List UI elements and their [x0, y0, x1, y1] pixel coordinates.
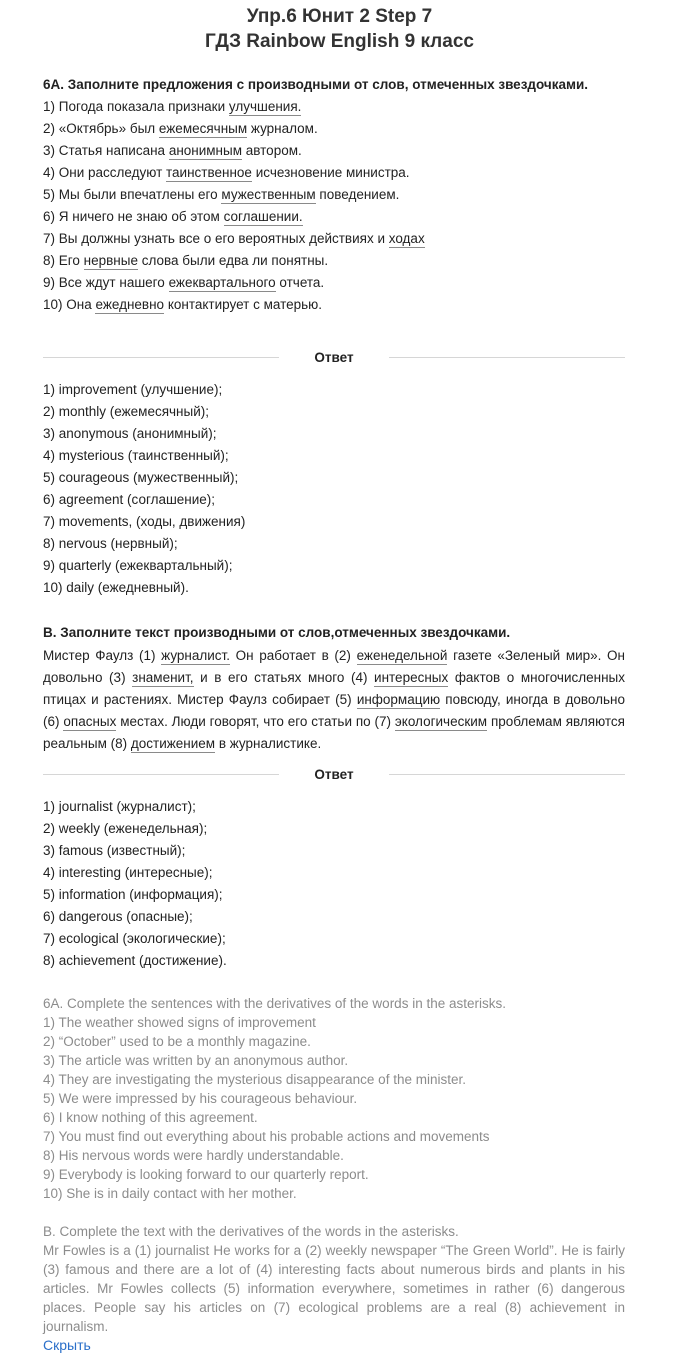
- answer-word: ежемесячным: [158, 121, 248, 136]
- answer-item: 9) quarterly (ежеквартальный);: [43, 558, 233, 573]
- sentence-text: 9) Все ждут нашего: [43, 275, 169, 290]
- answer-item: 1) journalist (журналист);: [43, 799, 196, 814]
- sentence-text: журналом.: [247, 121, 318, 136]
- answer-label-a: Ответ: [314, 350, 354, 365]
- task-b-answers: [43, 796, 625, 972]
- sentence-item: [43, 250, 625, 272]
- sentence-item: [43, 118, 625, 140]
- answer-word: ходах: [388, 231, 425, 246]
- sentence-text: 2) «Октябрь» был: [43, 121, 159, 136]
- answer-item: 3) anonymous (анонимный);: [43, 426, 217, 441]
- answer-item: 1) improvement (улучшение);: [43, 382, 223, 397]
- answer-word: ежеквартального: [168, 275, 276, 290]
- answer-item: 4) interesting (интересные);: [43, 865, 213, 880]
- answer-divider-b: [43, 765, 625, 785]
- sentence-item: [43, 140, 625, 162]
- paragraph-text: Он работает в (2): [230, 648, 357, 663]
- sentence-item: [43, 228, 625, 250]
- sentence-text: 7) Вы должны узнать все о его вероятных действиях и: [43, 231, 389, 246]
- sentence-text: отчета.: [275, 275, 325, 290]
- sentence-item: [43, 184, 625, 206]
- task-a-heading: 6А. Заполните предложения с производными от слов, отмеченных звездочками.: [43, 77, 589, 92]
- page-title: [0, 0, 679, 54]
- answer-word: достижением: [130, 736, 216, 751]
- answer-item: 7) movements, (ходы, движения): [43, 514, 246, 529]
- sentence-item: [43, 272, 625, 294]
- answer-item: 6) dangerous (опасные);: [43, 909, 193, 924]
- answer-item: 10) daily (ежедневный).: [43, 580, 189, 595]
- sentence-text: 1) Погода показала признаки: [43, 99, 229, 114]
- answer-word: еженедельной: [356, 648, 448, 663]
- english-original-section: [43, 994, 625, 1355]
- answer-label-b: Ответ: [314, 767, 354, 782]
- answer-word: анонимным: [168, 143, 243, 158]
- task-a-section: [43, 75, 625, 316]
- sentence-text: 6) Я ничего не знаю об этом: [43, 209, 224, 224]
- english-a-heading: 6A. Complete the sentences with the derivatives of the words in the asterisks.: [43, 996, 506, 1011]
- hide-link[interactable]: Скрыть: [43, 1337, 91, 1353]
- english-sentence: 10) She is in daily contact with her mother.: [43, 1186, 297, 1201]
- answer-word: журналист.: [161, 648, 230, 663]
- english-b-heading: B. Complete the text with the derivatives of the words in the asterisks.: [43, 1224, 459, 1239]
- answer-word: таинственное: [166, 165, 252, 180]
- task-a-sentence-list: [43, 96, 625, 316]
- sentence-text: слова были едва ли понятны.: [137, 253, 329, 268]
- answer-divider-a: [43, 348, 625, 368]
- english-sentence: 5) We were impressed by his courageous behaviour.: [43, 1091, 358, 1106]
- paragraph-text: проблемам являются реальным (8): [43, 714, 625, 751]
- sentence-text: 10) Она: [43, 297, 96, 312]
- answer-item: 2) monthly (ежемесячный);: [43, 404, 209, 419]
- answer-item: 3) famous (известный);: [43, 843, 186, 858]
- sentence-item: [43, 96, 625, 118]
- answer-word: мужественным: [221, 187, 316, 202]
- sentence-text: 5) Мы были впечатлены его: [43, 187, 222, 202]
- title-line-2: ГДЗ Rainbow English 9 класс: [205, 31, 474, 52]
- english-sentence: 6) I know nothing of this agreement.: [43, 1110, 258, 1125]
- answer-item: 4) mysterious (таинственный);: [43, 448, 229, 463]
- paragraph-text: и в его статьях много (4): [193, 670, 375, 685]
- english-b-paragraph: Mr Fowles is a (1) journalist He works for a (2) weekly newspaper “The Green World”. He is fairly (3) famous and there are a lot of (4) interesting facts about numerous birds and plants in his articles. Mr Fowles collects (5) information everywhere, sometimes in rather (6) dangerous places. People say his articles on (7) ecological problems are a real (8) achievement in journalism.: [43, 1243, 625, 1334]
- task-b-heading: В. Заполните текст производными от слов,отмеченных звездочками.: [43, 625, 511, 640]
- paragraph-text: фактов о многочисленных птицах и растениях. Мистер Фаулз собирает (5): [43, 670, 626, 707]
- paragraph-text: в журналистике.: [215, 736, 322, 751]
- answer-word: соглашении.: [223, 209, 303, 224]
- english-sentence: 2) “October” used to be a monthly magazine.: [43, 1034, 311, 1049]
- task-b-section: [43, 623, 625, 755]
- paragraph-text: Мистер Фаулз (1): [43, 648, 162, 663]
- answer-item: 8) nervous (нервный);: [43, 536, 178, 551]
- answer-word: улучшения.: [228, 99, 302, 114]
- task-a-answers: [43, 379, 625, 599]
- sentence-text: контактирует с матерью.: [164, 297, 323, 312]
- answer-item: 7) ecological (экологические);: [43, 931, 226, 946]
- english-sentence: 1) The weather showed signs of improvement: [43, 1015, 316, 1030]
- answer-item: 5) information (информация);: [43, 887, 223, 902]
- sentence-item: [43, 162, 625, 184]
- answer-word: знаменит,: [132, 670, 194, 685]
- sentence-text: автором.: [242, 143, 302, 158]
- divider-rule-right: [389, 357, 625, 358]
- english-sentence: 4) They are investigating the mysterious disappearance of the minister.: [43, 1072, 466, 1087]
- english-sentence: 9) Everybody is looking forward to our quarterly report.: [43, 1167, 369, 1182]
- answer-item: 5) courageous (мужественный);: [43, 470, 239, 485]
- answer-word: нервные: [83, 253, 138, 268]
- paragraph-text: повсюду, иногда в довольно (6): [43, 692, 625, 729]
- divider-rule-right: [389, 774, 625, 775]
- task-b-paragraph: [43, 645, 625, 755]
- english-sentence: 3) The article was written by an anonymous author.: [43, 1053, 349, 1068]
- answer-word: ежедневно: [95, 297, 165, 312]
- paragraph-text: местах. Люди говорят, что его статьи по (7): [116, 714, 395, 729]
- sentence-text: 8) Его: [43, 253, 84, 268]
- english-sentence: 8) His nervous words were hardly understandable.: [43, 1148, 344, 1163]
- sentence-text: поведением.: [315, 187, 400, 202]
- sentence-text: исчезновение министра.: [251, 165, 410, 180]
- answer-item: 8) achievement (достижение).: [43, 953, 227, 968]
- paragraph-text: газете «Зеленый мир». Он довольно (3): [43, 648, 626, 685]
- answer-item: 6) agreement (соглашение);: [43, 492, 216, 507]
- sentence-item: [43, 294, 625, 316]
- title-line-1: Упр.6 Юнит 2 Step 7: [246, 6, 433, 27]
- sentence-text: 4) Они расследуют: [43, 165, 166, 180]
- answer-word: экологическим: [394, 714, 488, 729]
- sentence-text: 3) Статья написана: [43, 143, 169, 158]
- answer-word: интересных: [374, 670, 449, 685]
- answer-item: 2) weekly (еженедельная);: [43, 821, 208, 836]
- answer-word: опасных: [63, 714, 117, 729]
- english-sentence: 7) You must find out everything about his probable actions and movements: [43, 1129, 490, 1144]
- answer-word: информацию: [356, 692, 441, 707]
- sentence-item: [43, 206, 625, 228]
